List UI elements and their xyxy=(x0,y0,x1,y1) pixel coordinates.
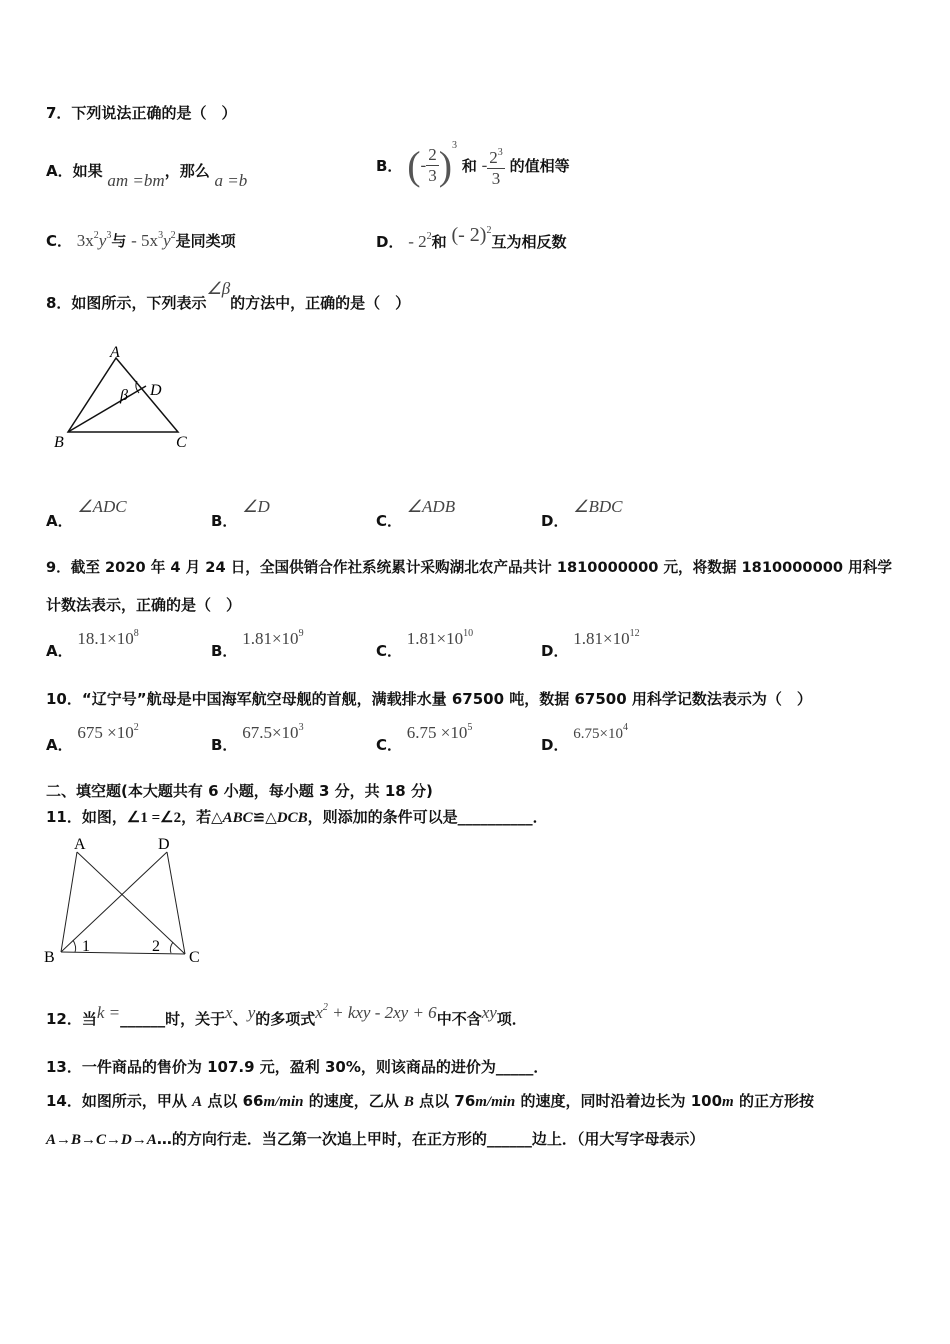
q11-label-a: A xyxy=(74,836,86,853)
q7-b-and: 和 xyxy=(461,157,477,175)
q7-a-text1: 如果 xyxy=(72,162,103,180)
q14-l1-c: 的速度，乙从 xyxy=(303,1092,404,1110)
q10-c-math: $6.75 \times 10^5$ xyxy=(406,722,473,742)
q7-a-label: A． xyxy=(46,162,73,180)
q7-c-math1: $3x^2y^3$ xyxy=(76,230,112,250)
q9-c-math: $1.81\times 10^{10}$ xyxy=(406,628,474,648)
q10-a-label: A． xyxy=(46,736,73,754)
q10-d-math: $6.75\times 10^4$ xyxy=(573,722,628,742)
q9-b-label: B． xyxy=(211,642,238,660)
q9-stem-line2: 计数法表示，正确的是（ ） xyxy=(46,596,242,614)
q14-unit1: m/min xyxy=(263,1094,304,1110)
q9-option-c xyxy=(376,628,474,660)
q9-d-label: D． xyxy=(541,642,569,660)
q14-l1-b: 点以 66 xyxy=(202,1092,264,1110)
q12-y: y xyxy=(247,1003,256,1022)
q10-option-b xyxy=(211,722,304,754)
q12-x: x xyxy=(225,1003,233,1022)
q7-b-minus2: - xyxy=(481,155,488,175)
q8-a-label: A． xyxy=(46,512,73,530)
q14-l2-rest: …的方向行走．当乙第一次追上甲时，在正方形的______边上．（用大写字母表示） xyxy=(156,1130,705,1148)
q8-option-a xyxy=(46,496,127,530)
q11-figure xyxy=(40,832,220,972)
section2-title: 二、填空题(本大题共有 6 小题，每小题 3 分，共 18 分) xyxy=(46,782,433,800)
q7-b-exponent: 3 xyxy=(452,140,458,151)
q9-option-a xyxy=(46,628,139,660)
q7-b-fraction2 xyxy=(487,143,505,189)
q7-b-numerator: 2 xyxy=(428,145,437,164)
q7-b-fraction xyxy=(426,145,439,186)
q8-label-b: B xyxy=(54,434,64,451)
q7-d-and: 和 xyxy=(431,233,447,251)
q14-l1-f: 的正方形按 xyxy=(733,1092,814,1110)
q8-option-d xyxy=(541,496,623,530)
q7-option-b xyxy=(376,140,570,189)
q11-side-dc xyxy=(167,852,185,954)
q8-triangle-figure xyxy=(50,340,200,455)
q7-a-math1: am =bm xyxy=(107,171,165,190)
q11-stem-dcb: DCB xyxy=(276,810,308,826)
q9-a-math: $18.1\times 10^8$ xyxy=(77,628,139,648)
q8-stem-beta: ∠β xyxy=(206,279,231,298)
q8-c-math: ∠ADB xyxy=(406,497,456,516)
q11-label-b: B xyxy=(44,949,55,966)
q12-k: k = xyxy=(96,1003,121,1022)
q7-b-denominator: 3 xyxy=(428,166,437,185)
q7-stem: 7．下列说法正确的是（ ） xyxy=(46,104,237,122)
q8-stem-pre: 8．如图所示，下列表示 xyxy=(46,294,207,312)
q7-b-numerator2: $2^3$ xyxy=(487,143,505,169)
q11-label-2: 2 xyxy=(152,938,160,955)
q9-a-label: A． xyxy=(46,642,73,660)
q8-label-beta: β xyxy=(120,387,128,404)
q8-label-c: C xyxy=(176,434,187,451)
q7-b-paren-close: ) xyxy=(438,143,453,188)
q10-a-math: $675 \times 10^2$ xyxy=(77,722,139,742)
q11-angle2-arc xyxy=(170,942,173,953)
q10-option-c xyxy=(376,722,473,754)
q11-angle1-arc xyxy=(73,940,76,952)
q10-option-a xyxy=(46,722,139,754)
q14-path: A→B→C→D→A xyxy=(46,1132,157,1148)
q14-point-b: B xyxy=(403,1094,414,1110)
q8-c-label: C． xyxy=(376,512,403,530)
q11-stem-pre: 11．如图， xyxy=(46,808,127,826)
q7-d-math2: (- 2)$^2$ xyxy=(451,224,492,246)
q14-l1-a: 14．如图所示，甲从 xyxy=(46,1092,193,1110)
q14-unit2: m/min xyxy=(475,1094,516,1110)
q11-diagonal-ac xyxy=(77,852,185,954)
q9-option-b xyxy=(211,628,304,660)
q12-text6: 项． xyxy=(496,1010,527,1028)
q10-d-label: D． xyxy=(541,736,569,754)
q14-unit-m: m xyxy=(722,1094,734,1110)
q7-b-label: B． xyxy=(376,157,403,175)
q9-d-math: $1.81\times 10^{12}$ xyxy=(573,628,640,648)
q7-d-math1: - $2^2$ xyxy=(408,231,432,251)
q8-a-math: ∠ADC xyxy=(77,497,127,516)
q7-c-math2: - $5x^3y^2$ xyxy=(131,230,176,250)
q9-option-d xyxy=(541,628,640,660)
q8-d-math: ∠BDC xyxy=(573,497,623,516)
q11-label-1: 1 xyxy=(82,938,90,955)
q10-b-label: B． xyxy=(211,736,238,754)
q13-stem: 13．一件商品的售价为 107.9 元，盈利 30%，则该商品的进价为_____． xyxy=(46,1058,549,1076)
q8-label-d: D xyxy=(150,382,162,399)
q10-b-math: $67.5\times 10^3$ xyxy=(242,722,304,742)
q7-a-math2: a =b xyxy=(214,171,248,190)
q11-side-bc xyxy=(61,952,185,954)
q11-stem-cong: ≌△ xyxy=(252,808,277,826)
q11-stem-mid: ，若△ xyxy=(181,808,223,826)
q7-b-denominator2: 3 xyxy=(491,168,501,188)
q11-stem-eq: ∠1 =∠2 xyxy=(126,810,182,826)
q8-stem-post: 的方法中，正确的是（ ） xyxy=(230,294,411,312)
q14-point-a: A xyxy=(192,1094,203,1110)
q7-a-text2: ，那么 xyxy=(164,162,210,180)
q11-label-d: D xyxy=(158,836,170,853)
q14-line1 xyxy=(46,1090,814,1111)
q9-stem-line1: 9．截至 2020 年 4 月 24 日，全国供销合作社系统累计采购湖北农产品共计 1810000000 元，将数据 1810000000 用科学 xyxy=(46,559,892,576)
q8-stem xyxy=(46,279,411,313)
q12-text4: 的多项式 xyxy=(255,1010,316,1028)
q9-b-math: $1.81\times 10^9$ xyxy=(242,628,304,648)
q11-stem-post: ，则添加的条件可以是__________． xyxy=(307,808,548,826)
q12-polynomial: $x^2$ + kxy - 2xy + 6 xyxy=(315,1002,437,1022)
q12-xy: xy xyxy=(481,1003,497,1022)
q7-option-c xyxy=(46,230,236,251)
q11-label-c: C xyxy=(189,949,200,966)
q7-c-label: C． xyxy=(46,232,73,250)
q7-b-tail: 的值相等 xyxy=(509,157,570,175)
q8-option-c xyxy=(376,496,456,530)
q11-side-ab xyxy=(61,852,77,952)
q8-b-math: ∠D xyxy=(242,497,270,516)
q12-text1: 12．当 xyxy=(46,1010,97,1028)
q7-c-mid: 与 xyxy=(111,232,127,250)
q7-c-tail: 是同类项 xyxy=(175,232,236,250)
q8-b-label: B． xyxy=(211,512,238,530)
q14-l1-d: 点以 76 xyxy=(413,1092,476,1110)
q14-l1-e: 的速度，同时沿着边长为 100 xyxy=(515,1092,723,1110)
q7-b-minus: - xyxy=(420,155,427,175)
q7-d-tail: 互为相反数 xyxy=(491,233,567,251)
q8-option-b xyxy=(211,496,270,530)
q12-text3: 、 xyxy=(232,1010,248,1028)
q14-line2 xyxy=(46,1128,704,1149)
q10-c-label: C． xyxy=(376,736,403,754)
q11-stem-abc: ABC xyxy=(222,810,253,826)
q12-text5: 中不含 xyxy=(436,1010,482,1028)
q12-stem xyxy=(46,1002,527,1029)
q8-segment-bd xyxy=(68,386,146,432)
q11-stem xyxy=(46,806,548,827)
q11-diagonal-db xyxy=(61,852,167,952)
q7-option-a xyxy=(46,160,248,190)
q9-c-label: C． xyxy=(376,642,403,660)
q8-label-a: A xyxy=(110,344,120,361)
q8-d-label: D． xyxy=(541,512,569,530)
q7-d-label: D． xyxy=(376,233,404,251)
q10-option-d xyxy=(541,722,628,754)
q12-text2: ______时，关于 xyxy=(120,1010,226,1028)
q10-stem: 10．“辽宁号”航母是中国海军航空母舰的首舰，满载排水量 67500 吨，数据 67500 用科学记数法表示为（ ） xyxy=(46,690,812,708)
q7-option-d xyxy=(376,224,567,253)
q7-b-paren-open: ( xyxy=(407,143,421,188)
